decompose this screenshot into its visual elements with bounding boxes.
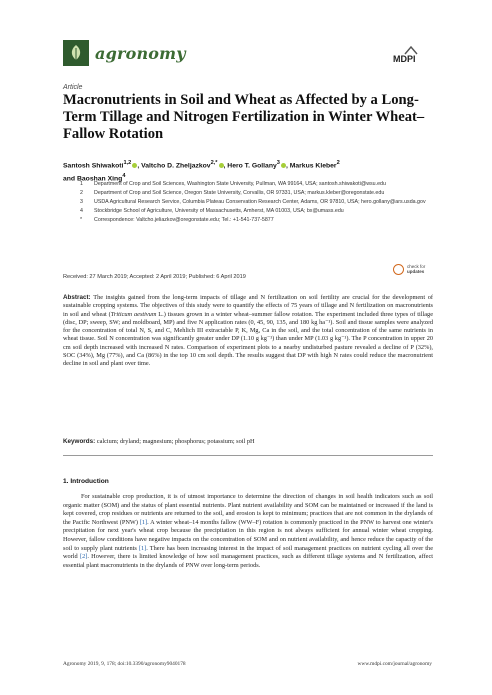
- check-updates-line2: updates: [407, 269, 425, 274]
- author-sup: 1,2: [123, 160, 132, 166]
- abstract-label: Abstract:: [63, 294, 91, 301]
- check-for-updates-badge[interactable]: [392, 262, 430, 284]
- paper-title: Macronutrients in Soil and Wheat as Affected by a Long-Term Tillage and Nitrogen Fertilization in Winter Wheat–Fallow Rotation: [63, 92, 425, 142]
- affiliation-item: [80, 208, 430, 216]
- keywords-text: calcium; dryland; magnesium; phosphorus; potassium; soil pH: [96, 438, 255, 445]
- publisher-logo: [393, 44, 433, 66]
- affiliation-text: Department of Crop and Soil Science, Oregon State University, Corvallis, OR 97331, USA; markus.kleber@oregonstate.edu: [94, 189, 385, 196]
- correspondence: [80, 217, 430, 225]
- journal-logo: [63, 40, 89, 66]
- species-name: Triticum aestivum: [110, 310, 157, 318]
- affiliation-list: [80, 181, 430, 226]
- article-type: Article: [63, 84, 83, 91]
- affiliation-number: 3: [80, 198, 83, 205]
- footer-url[interactable]: www.mdpi.com/journal/agronomy: [357, 661, 432, 667]
- keywords-label: Keywords:: [63, 438, 96, 445]
- publisher-name: MDPI: [393, 54, 416, 64]
- abstract-text-2: L.) tissues grown in a winter wheat–summer fallow rotation. The experiment included three types of tillage (disc, DP; sweep, SW; and moldboard, MP) and five N application rates (0, 45, 90, 135, and 180 kg ha⁻¹). Soil and tissue samples were analyzed for the concentration of total N, S, and C, Mehlich III extractable P, K, Mg, Ca in the soil, and the total concentration of the same nutrients in wheat tissue. Soil N concentration was significantly greater under DP (1.10 g kg⁻¹) than under MP (1.03 g kg⁻¹). The P concentration in upper 20 cm soil depth increased with increased N rates. Comparison of experiment plots to a nearby undisturbed pasture revealed a decline of P (32%), SOC (34%), Mg (77%), and Ca (86%) in the top 10 cm soil depth. The results suggest that DP with high N rates could reduce the macronutrient decline in soil and plant over time.: [63, 310, 433, 368]
- leaf-icon: [63, 40, 89, 66]
- author-name[interactable]: Valtcho D. Zheljazkov: [141, 162, 211, 170]
- body-text-3: . There has been increasing interest in the impact of soil management practices on nutrient cycling all over the world: [63, 544, 434, 561]
- affiliation-number: 2: [80, 189, 83, 196]
- affiliation-number: 1: [80, 181, 83, 187]
- author-name[interactable]: Baoshan Xing: [76, 175, 123, 183]
- affiliation-item: [80, 190, 430, 198]
- divider: [63, 455, 433, 456]
- affiliation-item: [80, 181, 430, 189]
- check-updates-line1: check for: [407, 264, 426, 269]
- author-sup: 2: [336, 160, 340, 166]
- abstract-text-1: The insights gained from the long-term impacts of tillage and N fertilization on soil fertility are crucial for the development of sustainable cropping systems. The objectives of this study were to quantify the effects of 75 years of tillage and N fertilization on macronutrients in soil and wheat (: [63, 294, 433, 318]
- journal-header: [63, 40, 433, 70]
- journal-name: agronomy: [95, 44, 186, 63]
- publication-dates: Received: 27 March 2019; Accepted: 2 April 2019; Published: 6 April 2019: [63, 274, 246, 280]
- body-text-4: . However, there is limited knowledge of how soil management practices, such as different tillage systems and N fertilization, affect essential plant macronutrients in the drylands of PNW over long-term periods.: [63, 553, 434, 569]
- citation-link[interactable]: [2]: [79, 553, 88, 561]
- affiliation-text: Correspondence: Valtcho.jeliazkov@oregonstate.edu; Tel.: +1-541-737-5877: [94, 216, 274, 223]
- author-name[interactable]: Markus Kleber: [289, 162, 337, 170]
- author-name[interactable]: Santosh Shiwakoti: [63, 162, 124, 170]
- author-sup: 4: [122, 173, 126, 180]
- keywords: [63, 438, 433, 446]
- author-sup: 2,*: [210, 160, 218, 166]
- orcid-icon[interactable]: [132, 163, 137, 168]
- author-sup: 3: [276, 160, 280, 166]
- body-text-2: . A winter wheat–14 months fallow (WW–F) rotation is commonly practiced in the PNW to harvest one winter's precipitation for next year's wheat crop because the precipitation in this region is not always sufficient for annual winter wheat cropping. However, fallow conditions have negative impacts on the concentration of SOM and on nutrient availability, and hence reduce the capacity of the soil to supply plant nutrients: [63, 518, 433, 552]
- affiliation-text: Department of Crop and Soil Sciences, Washington State University, Pullman, WA 99164, USA; santosh.shiwakoti@wsu.edu: [94, 181, 386, 187]
- introduction-paragraph: [63, 493, 433, 570]
- section-heading: 1. Introduction: [63, 478, 109, 485]
- affiliation-text: Stockbridge School of Agriculture, University of Massachusetts, Amherst, MA 01003, USA; bx@umass.edu: [94, 207, 344, 214]
- affiliation-number: *: [80, 216, 83, 223]
- abstract: [63, 294, 433, 369]
- affiliation-text: USDA Agricultural Research Service, Columbia Plateau Conservation Research Center, Adams, OR 97810, USA; hero.gollany@ars.usda.gov: [94, 198, 426, 205]
- citation-link[interactable]: [1]: [139, 518, 148, 526]
- author-conjunction: and: [63, 175, 76, 183]
- author-name[interactable]: Hero T. Gollany: [227, 162, 277, 170]
- orcid-icon[interactable]: [281, 163, 286, 168]
- author-list: Santosh Shiwakoti$^{1,2}$ , Valtcho D. Zheljazkov$^{2,*}$ , Hero T. Gollany$^3$ , Markus Kleber$^2$ and Baoshan Xing$^4$: [63, 160, 340, 183]
- orcid-icon[interactable]: [219, 163, 224, 168]
- check-updates-icon: [393, 264, 404, 275]
- body-text-1: For sustainable crop production, it is of utmost importance to determine the direction of changes in soil health indicators such as soil organic matter (SOM) and the status of plant essential nutrients. Plant nutrient availability and SOM can be maintained or increased if the land is kept covered, crop residues or nutrients are returned to the soil, and erosion is kept to minimum; practices that are not common in the drylands of the Pacific Northwest (PNW): [63, 493, 433, 526]
- check-updates-text: [407, 264, 425, 274]
- citation-link[interactable]: [1]: [138, 544, 147, 552]
- affiliation-number: 4: [80, 207, 83, 214]
- footer-citation: Agronomy 2019, 9, 178; doi:10.3390/agronomy9040178: [63, 661, 186, 667]
- affiliation-item: [80, 199, 430, 207]
